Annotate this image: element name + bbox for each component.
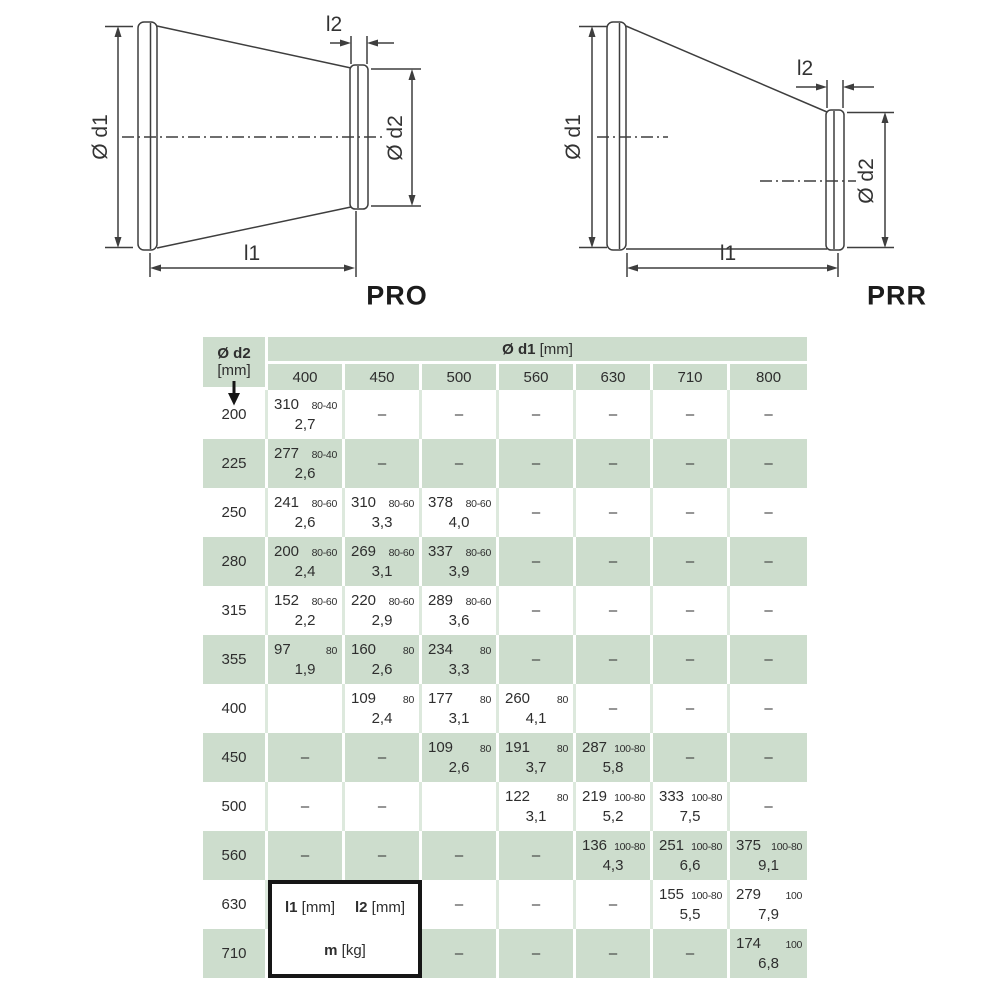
cell-dimensions <box>653 782 730 831</box>
cell-l1-l2 <box>576 733 650 756</box>
table-row <box>203 635 807 684</box>
cell-l1-l2 <box>576 831 650 854</box>
l1-value: 289 <box>428 592 454 609</box>
cell-no-size: – <box>345 733 422 782</box>
mass-value: 2,2 <box>294 612 316 629</box>
row-label-d2: 450 <box>203 733 268 782</box>
cell-no-size: – <box>499 929 576 978</box>
cell-no-size: – <box>730 390 807 439</box>
cell-no-size: – <box>268 782 345 831</box>
mass-value: 2,4 <box>294 563 316 580</box>
prr-title: PRR <box>866 280 928 311</box>
col-header: 560 <box>499 364 576 390</box>
l1-value: 191 <box>505 739 531 756</box>
table-row <box>203 684 807 733</box>
cell-no-size: – <box>499 831 576 880</box>
cell-dimensions <box>268 537 345 586</box>
l2-value: 80 <box>325 645 337 657</box>
cell-dimensions <box>653 831 730 880</box>
table-row <box>203 782 807 831</box>
l2-value: 80 <box>479 694 491 706</box>
cell-l1-l2 <box>422 537 496 560</box>
l1-value: 277 <box>274 445 300 462</box>
cell-dimensions <box>345 635 422 684</box>
cell-l1-l2 <box>499 782 573 805</box>
cell-l1-l2 <box>653 831 727 854</box>
cell-l1-l2 <box>653 782 727 805</box>
header-d1-label: Ø d1 <box>502 340 536 358</box>
table-row <box>203 537 807 586</box>
l1-value: 269 <box>351 543 377 560</box>
cell-l1-l2 <box>730 831 807 854</box>
mass-value: 3,7 <box>525 759 547 776</box>
row-label-d2: 250 <box>203 488 268 537</box>
cell-empty <box>422 782 499 831</box>
mass-value: 2,9 <box>371 612 393 629</box>
row-label-d2: 630 <box>203 880 268 929</box>
row-label-d2: 710 <box>203 929 268 978</box>
cell-no-size: – <box>576 537 653 586</box>
mass-value: 2,6 <box>294 465 316 482</box>
cell-dimensions <box>422 684 499 733</box>
l1-value: 220 <box>351 592 377 609</box>
cell-no-size: – <box>422 439 499 488</box>
cell-no-size: – <box>730 782 807 831</box>
prr-drawing <box>579 22 894 277</box>
pro-d2-label: Ø d2 <box>384 115 407 161</box>
l2-value: 80-60 <box>388 596 414 608</box>
cell-dimensions <box>576 733 653 782</box>
l1-value: 177 <box>428 690 454 707</box>
cell-l1-l2 <box>268 488 342 511</box>
legend-box <box>268 880 422 978</box>
cell-dimensions <box>345 537 422 586</box>
cell-no-size: – <box>499 537 576 586</box>
table-row <box>203 880 807 929</box>
header-d2 <box>203 337 268 390</box>
cell-l1-l2 <box>499 684 573 707</box>
cell-no-size: – <box>268 831 345 880</box>
l2-value: 80 <box>556 694 568 706</box>
pro-l2-label: l2 <box>325 13 343 36</box>
mass-value: 4,1 <box>525 710 547 727</box>
diagram-area <box>0 0 1000 332</box>
l1-value: 122 <box>505 788 531 805</box>
legend-content <box>272 886 418 972</box>
l1-value: 152 <box>274 592 300 609</box>
cell-l1-l2 <box>730 880 807 903</box>
cell-dimensions <box>345 488 422 537</box>
cell-l1-l2 <box>345 635 419 658</box>
cell-l1-l2 <box>345 586 419 609</box>
l2-value: 100-80 <box>614 841 645 853</box>
mass-value: 3,1 <box>448 710 470 727</box>
l2-value: 80 <box>402 694 414 706</box>
mass-value: 4,3 <box>602 857 624 874</box>
cell-dimensions <box>268 488 345 537</box>
mass-value: 6,8 <box>758 955 779 972</box>
cell-no-size: – <box>345 831 422 880</box>
l2-value: 80-40 <box>311 400 337 412</box>
row-label-d2: 225 <box>203 439 268 488</box>
cell-dimensions <box>422 586 499 635</box>
l1-value: 174 <box>736 935 762 952</box>
l2-value: 80-60 <box>311 498 337 510</box>
l1-value: 109 <box>351 690 377 707</box>
table-row <box>203 733 807 782</box>
l1-value: 241 <box>274 494 300 511</box>
cell-l1-l2 <box>730 929 807 952</box>
col-header: 800 <box>730 364 807 390</box>
pro-d1-label: Ø d1 <box>89 114 112 160</box>
cell-no-size: – <box>730 586 807 635</box>
cell-dimensions <box>576 831 653 880</box>
l2-value: 100-80 <box>771 841 803 853</box>
cell-l1-l2 <box>422 488 496 511</box>
mass-value: 3,3 <box>371 514 393 531</box>
cell-no-size: – <box>499 880 576 929</box>
col-header: 400 <box>268 364 345 390</box>
l2-value: 80 <box>556 743 568 755</box>
pro-l1-label: l1 <box>243 242 261 265</box>
cell-dimensions <box>576 782 653 831</box>
l2-value: 80 <box>556 792 568 804</box>
mass-value: 5,2 <box>602 808 624 825</box>
l1-value: 136 <box>582 837 608 854</box>
col-header: 630 <box>576 364 653 390</box>
cell-no-size: – <box>653 537 730 586</box>
l2-value: 100-80 <box>691 792 722 804</box>
cell-no-size: – <box>653 635 730 684</box>
cell-no-size: – <box>576 929 653 978</box>
l1-value: 310 <box>351 494 377 511</box>
row-label-d2: 355 <box>203 635 268 684</box>
legend-line1 <box>272 899 418 916</box>
col-header: 500 <box>422 364 499 390</box>
l2-value: 80 <box>402 645 414 657</box>
l1-value: 251 <box>659 837 685 854</box>
l1-value: 279 <box>736 886 762 903</box>
cell-dimensions <box>730 831 807 880</box>
mass-value: 6,6 <box>679 857 701 874</box>
cell-l1-l2 <box>345 537 419 560</box>
cell-no-size: – <box>345 439 422 488</box>
cell-dimensions <box>268 635 345 684</box>
cell-l1-l2 <box>422 733 496 756</box>
cell-no-size: – <box>730 733 807 782</box>
l1-value: 200 <box>274 543 300 560</box>
col-header: 710 <box>653 364 730 390</box>
mass-value: 5,8 <box>602 759 624 776</box>
l1-value: 155 <box>659 886 685 903</box>
cell-no-size: – <box>345 782 422 831</box>
legend-l1-label: l1 [mm] <box>285 899 336 916</box>
mass-value: 2,6 <box>448 759 470 776</box>
l2-value: 100-80 <box>691 841 722 853</box>
cell-no-size: – <box>653 439 730 488</box>
row-label-d2: 315 <box>203 586 268 635</box>
row-label-d2: 500 <box>203 782 268 831</box>
cell-l1-l2 <box>422 635 496 658</box>
mass-value: 2,4 <box>371 710 393 727</box>
mass-value: 2,6 <box>294 514 316 531</box>
mass-value: 9,1 <box>758 857 779 874</box>
header-d1 <box>268 337 807 364</box>
reducer-drawings <box>0 0 1000 332</box>
cell-no-size: – <box>653 929 730 978</box>
cell-no-size: – <box>576 488 653 537</box>
prr-l2-label: l2 <box>796 57 814 80</box>
cell-dimensions <box>345 684 422 733</box>
l2-value: 80-60 <box>465 498 491 510</box>
l1-value: 375 <box>736 837 762 854</box>
cell-empty <box>268 684 345 733</box>
cell-no-size: – <box>653 586 730 635</box>
mass-value: 3,1 <box>371 563 393 580</box>
mass-value: 3,6 <box>448 612 470 629</box>
cell-dimensions <box>499 782 576 831</box>
col-header: 450 <box>345 364 422 390</box>
cell-no-size: – <box>576 390 653 439</box>
pro-drawing <box>105 22 421 277</box>
l2-value: 100-80 <box>614 743 645 755</box>
cell-l1-l2 <box>345 684 419 707</box>
cell-dimensions <box>345 586 422 635</box>
pro-title: PRO <box>366 280 428 311</box>
l2-value: 100 <box>785 939 803 951</box>
l1-value: 109 <box>428 739 454 756</box>
cell-no-size: – <box>499 635 576 684</box>
cell-l1-l2 <box>422 684 496 707</box>
prr-l1-label: l1 <box>719 242 737 265</box>
l1-value: 234 <box>428 641 454 658</box>
cell-l1-l2 <box>653 880 727 903</box>
mass-value: 3,9 <box>448 563 470 580</box>
table-row <box>203 831 807 880</box>
mass-value: 1,9 <box>294 661 316 678</box>
cell-l1-l2 <box>499 733 573 756</box>
row-label-d2: 400 <box>203 684 268 733</box>
l1-value: 287 <box>582 739 608 756</box>
cell-no-size: – <box>576 635 653 684</box>
cell-dimensions <box>422 488 499 537</box>
header-d2-label: Ø d2 <box>217 345 251 362</box>
mass-value: 3,1 <box>525 808 547 825</box>
cell-no-size: – <box>653 390 730 439</box>
cell-no-size: – <box>730 537 807 586</box>
cell-dimensions <box>730 929 807 978</box>
table-row <box>203 586 807 635</box>
l2-value: 80-60 <box>311 547 337 559</box>
table-row <box>203 439 807 488</box>
cell-dimensions <box>268 390 345 439</box>
cell-no-size: – <box>730 488 807 537</box>
cell-dimensions <box>499 733 576 782</box>
l1-value: 260 <box>505 690 531 707</box>
l2-value: 80-60 <box>388 498 414 510</box>
cell-no-size: – <box>499 390 576 439</box>
l1-value: 333 <box>659 788 685 805</box>
table-row <box>203 488 807 537</box>
dimension-table <box>203 337 807 978</box>
mass-value: 7,9 <box>758 906 779 923</box>
cell-no-size: – <box>653 488 730 537</box>
cell-no-size: – <box>730 439 807 488</box>
l2-value: 80 <box>479 743 491 755</box>
cell-dimensions <box>422 635 499 684</box>
cell-dimensions <box>268 439 345 488</box>
cell-no-size: – <box>268 733 345 782</box>
cell-no-size: – <box>653 684 730 733</box>
l2-value: 100-80 <box>614 792 645 804</box>
cell-dimensions <box>499 684 576 733</box>
cell-l1-l2 <box>576 782 650 805</box>
l1-value: 337 <box>428 543 454 560</box>
cell-no-size: – <box>576 439 653 488</box>
row-label-d2: 560 <box>203 831 268 880</box>
l1-value: 219 <box>582 788 608 805</box>
l2-value: 80-40 <box>311 449 337 461</box>
l2-value: 80 <box>479 645 491 657</box>
cell-no-size: – <box>345 390 422 439</box>
cell-no-size: – <box>576 880 653 929</box>
l2-value: 80-60 <box>465 547 491 559</box>
mass-value: 4,0 <box>448 514 470 531</box>
l1-value: 378 <box>428 494 454 511</box>
l2-value: 100 <box>785 890 803 902</box>
cell-dimensions <box>730 880 807 929</box>
cell-no-size: – <box>653 733 730 782</box>
prr-d2-label: Ø d2 <box>855 158 878 204</box>
legend-l2-label: l2 [mm] <box>354 899 405 916</box>
cell-no-size: – <box>422 880 499 929</box>
cell-no-size: – <box>730 635 807 684</box>
mass-value: 2,6 <box>371 661 393 678</box>
cell-dimensions <box>653 880 730 929</box>
cell-l1-l2 <box>268 537 342 560</box>
cell-dimensions <box>268 586 345 635</box>
table-body <box>203 390 807 978</box>
mass-value: 3,3 <box>448 661 470 678</box>
cell-no-size: – <box>499 586 576 635</box>
l1-value: 160 <box>351 641 377 658</box>
l2-value: 80-60 <box>311 596 337 608</box>
prr-d1-label: Ø d1 <box>562 114 585 160</box>
cell-l1-l2 <box>268 390 342 413</box>
mass-value: 7,5 <box>679 808 701 825</box>
row-label-d2: 200 <box>203 390 268 439</box>
l2-value: 80-60 <box>465 596 491 608</box>
cell-no-size: – <box>499 488 576 537</box>
mass-value: 2,7 <box>294 416 316 433</box>
row-label-d2: 280 <box>203 537 268 586</box>
header-d1-unit: [mm] <box>539 340 573 358</box>
header-d2-unit: [mm] <box>217 362 251 379</box>
l1-value: 97 <box>274 641 291 658</box>
cell-no-size: – <box>422 390 499 439</box>
mass-value: 5,5 <box>679 906 701 923</box>
down-arrow-icon <box>227 381 242 406</box>
cell-no-size: – <box>422 929 499 978</box>
legend-m-label: m [kg] <box>324 942 366 959</box>
l2-value: 100-80 <box>691 890 722 902</box>
l1-value: 310 <box>274 396 300 413</box>
cell-l1-l2 <box>345 488 419 511</box>
table-row <box>203 390 807 439</box>
cell-dimensions <box>422 537 499 586</box>
cell-no-size: – <box>576 586 653 635</box>
cell-l1-l2 <box>268 635 342 658</box>
cell-l1-l2 <box>422 586 496 609</box>
cell-no-size: – <box>499 439 576 488</box>
cell-no-size: – <box>730 684 807 733</box>
l2-value: 80-60 <box>388 547 414 559</box>
cell-dimensions <box>422 733 499 782</box>
cell-no-size: – <box>422 831 499 880</box>
cell-l1-l2 <box>268 439 342 462</box>
cell-no-size: – <box>576 684 653 733</box>
cell-l1-l2 <box>268 586 342 609</box>
